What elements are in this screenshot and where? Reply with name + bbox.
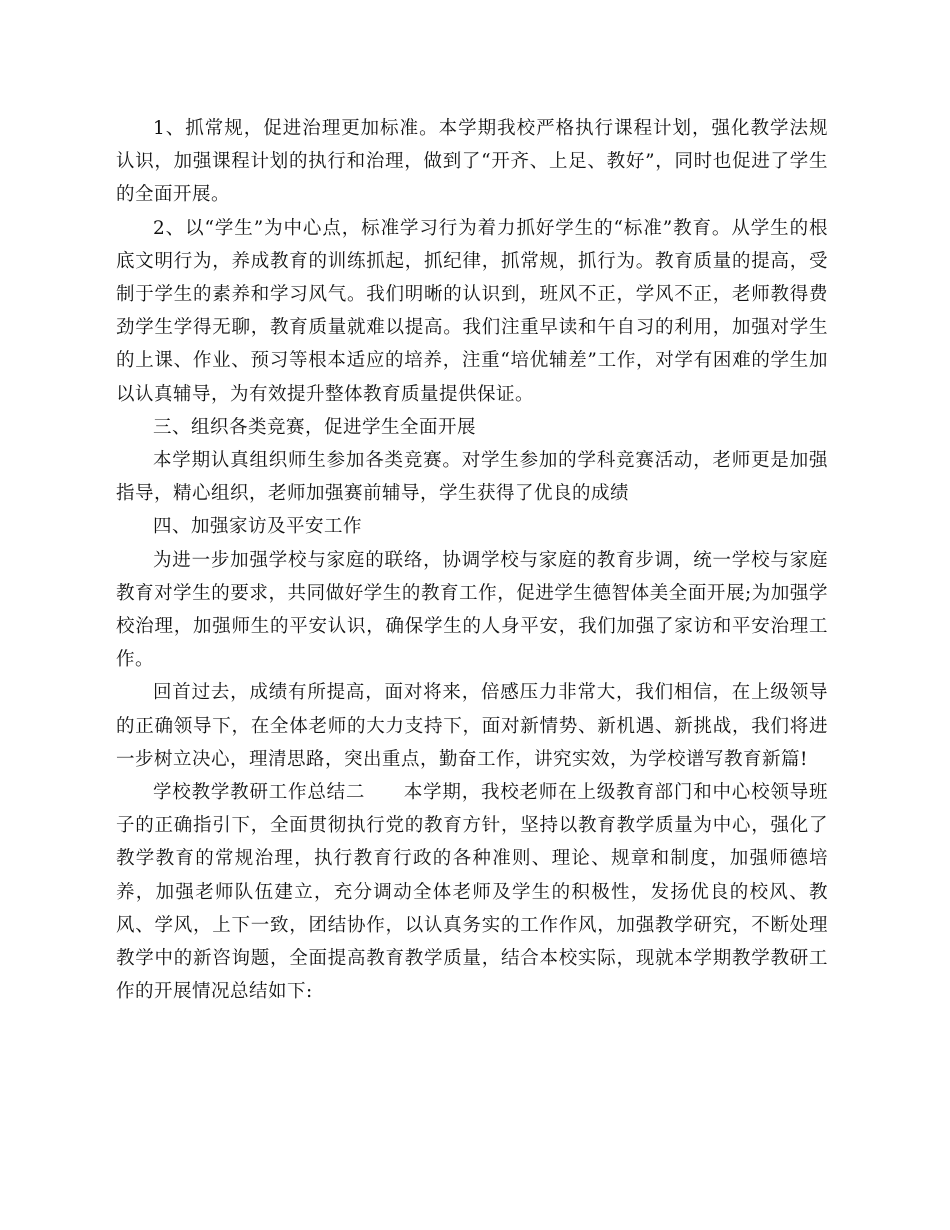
document-body [116,112,828,1008]
paragraph-3: 本学期认真组织师生参加各类竞赛。对学生参加的学科竞赛活动，老师更是加强指导，精心组织，老师加强赛前辅导，学生获得了优良的成绩 [116,450,828,505]
paragraph-5: 回首过去，成绩有所提高，面对将来，倍感压力非常大，我们相信，在上级领导的正确领导下，在全体老师的大力支持下，面对新情势、新机遇、新挑战，我们将进一步树立决心，理清思路，突出重点，勤奋工作，讲究实效，为学校谱写教育新篇! [116,682,828,770]
paragraph-6: 学校教学教研工作总结二 本学期，我校老师在上级教育部门和中心校领导班子的正确指引下，全面贯彻执行党的教育方针，坚持以教育教学质量为中心，强化了教学教育的常规治理，执行教育行政的各种准则、理论、规章和制度，加强师德培养，加强老师队伍建立，充分调动全体老师及学生的积极性，发扬优良的校风、教风、学风，上下一致，团结协作，以认真务实的工作作风，加强教学研究，不断处理教学中的新咨询题，全面提高教育教学质量，结合本校实际，现就本学期教学教研工作的开展情况总结如下: [116,782,828,1003]
paragraph-2: 2、以“学生”为中心点，标准学习行为着力抓好学生的“标准”教育。从学生的根底文明行为，养成教育的训练抓起，抓纪律，抓常规，抓行为。教育质量的提高，受制于学生的素养和学习风气。我们明晰的认识到，班风不正，学风不正，老师教得费劲学生学得无聊，教育质量就难以提高。我们注重早读和午自习的利用，加强对学生的上课、作业、预习等根本适应的培养，注重“培优辅差”工作，对学有困难的学生加以认真辅导，为有效提升整体教育质量提供保证。 [116,217,828,405]
section-heading-4: 四、加强家访及平安工作 [153,516,363,538]
paragraph-1: 1、抓常规，促进治理更加标准。本学期我校严格执行课程计划，强化教学法规认识，加强课程计划的执行和治理，做到了“开齐、上足、教好”，同时也促进了学生的全面开展。 [116,118,828,206]
section-heading-3: 三、组织各类竞赛，促进学生全面开展 [153,416,477,438]
paragraph-4: 为进一步加强学校与家庭的联络，协调学校与家庭的教育步调，统一学校与家庭教育对学生的要求，共同做好学生的教育工作，促进学生德智体美全面开展;为加强学校治理，加强师生的平安认识，确保学生的人身平安，我们加强了家访和平安治理工作。 [116,549,828,671]
